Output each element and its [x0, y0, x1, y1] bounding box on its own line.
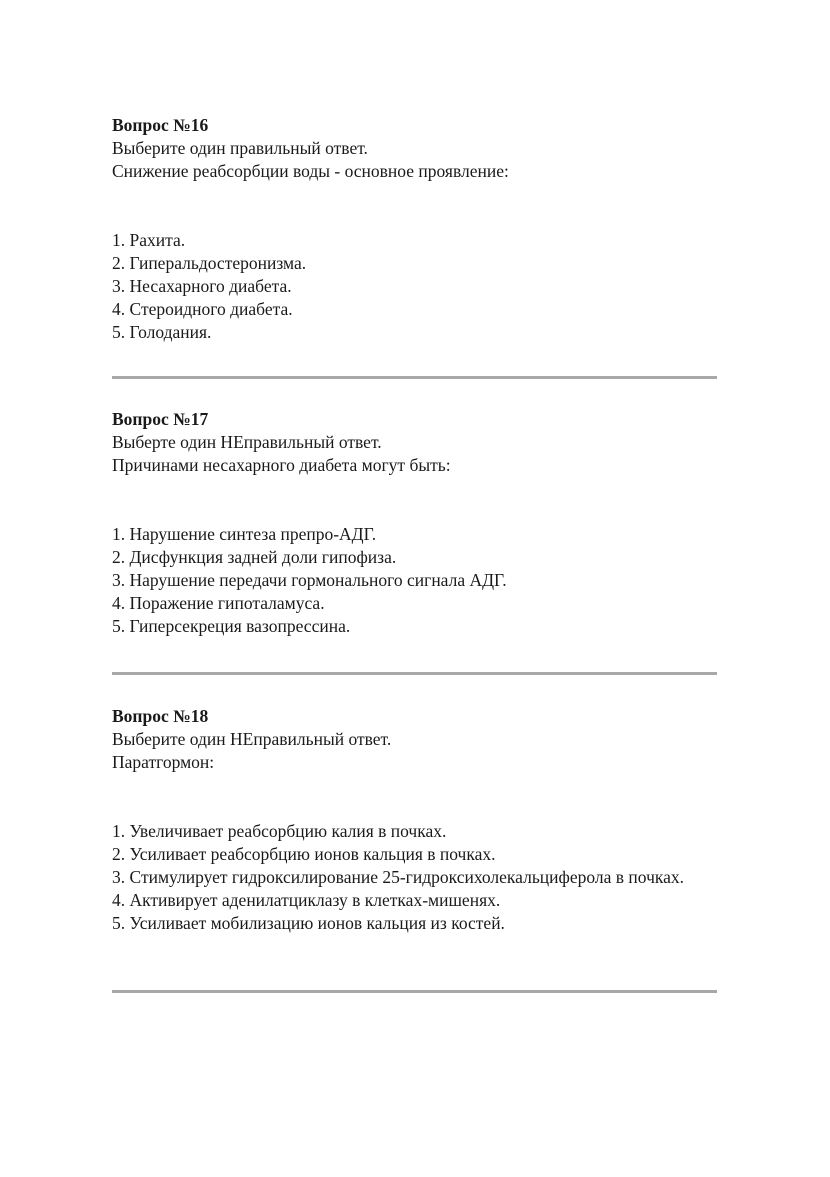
answer-option-1: 1. Увеличивает реабсорбцию калия в почках.: [112, 821, 447, 841]
answer-option-1: 1. Рахита.: [112, 230, 186, 250]
question-stem: Снижение реабсорбции воды - основное проявление:: [112, 161, 509, 181]
answer-option-3: 3. Стимулирует гидроксилирование 25-гидроксихолекальциферола в почках.: [112, 867, 685, 887]
section-divider: [112, 376, 717, 379]
question-instruction: Выберите один НЕправильный ответ.: [112, 729, 392, 749]
section-divider: [112, 672, 717, 675]
question-16: [112, 114, 717, 344]
answer-option-3: 3. Несахарного диабета.: [112, 276, 292, 296]
question-17: [112, 408, 717, 638]
answer-option-4: 4. Поражение гипоталамуса.: [112, 593, 325, 613]
answer-option-1: 1. Нарушение синтеза препро-АДГ.: [112, 524, 377, 544]
question-instruction: Выберте один НЕправильный ответ.: [112, 432, 382, 452]
answer-list: [112, 229, 717, 344]
question-instruction: Выберите один правильный ответ.: [112, 138, 368, 158]
question-title: Вопрос №16: [112, 115, 209, 135]
answer-option-2: 2. Дисфункция задней доли гипофиза.: [112, 547, 397, 567]
question-stem: Паратгормон:: [112, 752, 215, 772]
question-18: [112, 705, 717, 935]
answer-list: [112, 523, 717, 638]
answer-option-3: 3. Нарушение передачи гормонального сигнала АДГ.: [112, 570, 507, 590]
answer-option-5: 5. Голодания.: [112, 322, 212, 342]
question-title: Вопрос №18: [112, 706, 209, 726]
question-title: Вопрос №17: [112, 409, 209, 429]
answer-option-5: 5. Усиливает мобилизацию ионов кальция из костей.: [112, 913, 505, 933]
answer-option-4: 4. Активирует аденилатциклазу в клетках-мишенях.: [112, 890, 501, 910]
section-divider: [112, 990, 717, 993]
answer-option-4: 4. Стероидного диабета.: [112, 299, 293, 319]
answer-option-5: 5. Гиперсекреция вазопрессина.: [112, 616, 351, 636]
answer-list: [112, 820, 717, 935]
question-stem: Причинами несахарного диабета могут быть:: [112, 455, 451, 475]
answer-option-2: 2. Усиливает реабсорбцию ионов кальция в почках.: [112, 844, 496, 864]
answer-option-2: 2. Гиперальдостеронизма.: [112, 253, 307, 273]
